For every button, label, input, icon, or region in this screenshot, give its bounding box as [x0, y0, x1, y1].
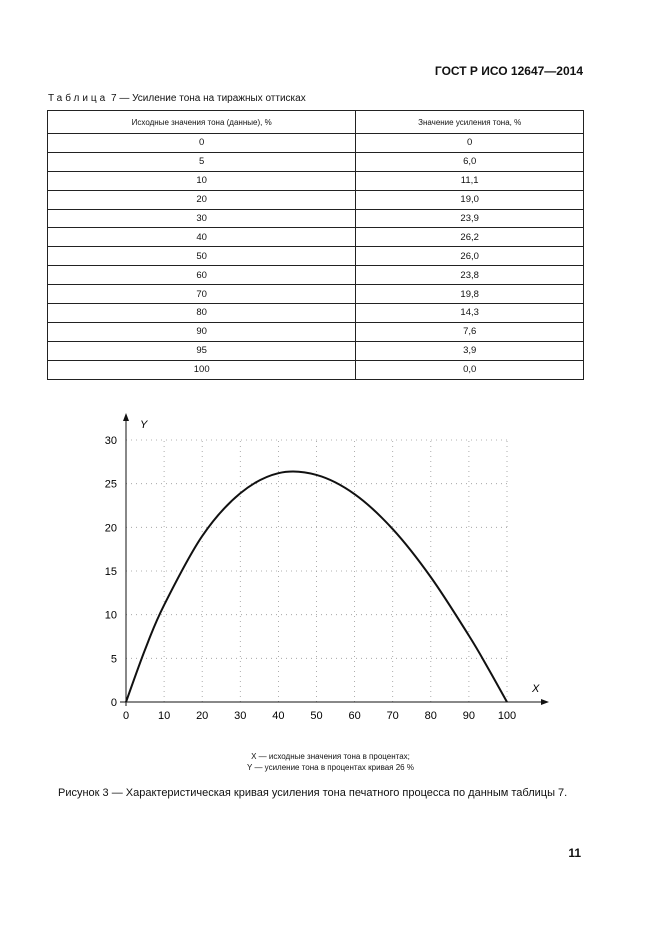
- cell-source-tone: 30: [48, 209, 356, 228]
- x-tick-label: 10: [157, 710, 171, 722]
- cell-source-tone: 50: [48, 247, 356, 266]
- x-tick-label: 60: [348, 710, 361, 722]
- cell-source-tone: 20: [48, 190, 356, 209]
- cell-tone-gain: 3,9: [356, 341, 584, 360]
- y-tick-label: 20: [104, 522, 117, 535]
- y-tick-label: 10: [104, 609, 117, 622]
- table-caption-text: 7 — Усиление тона на тиражных оттисках: [111, 93, 306, 104]
- cell-source-tone: 100: [48, 360, 356, 379]
- cell-source-tone: 10: [48, 171, 356, 190]
- legend-y: Y — усиление тона в процентах кривая 26 %: [247, 763, 414, 772]
- figure-caption: Рисунок 3 — Характеристическая кривая усиления тона печатного процесса по данным таблицы 7.: [58, 787, 568, 799]
- cell-tone-gain: 19,0: [356, 190, 584, 209]
- cell-tone-gain: 23,8: [356, 266, 584, 285]
- y-tick-label: 15: [104, 566, 117, 578]
- y-tick-label: 25: [104, 478, 117, 491]
- x-tick-label: 100: [497, 710, 517, 722]
- x-tick-label: 40: [272, 710, 285, 722]
- cell-tone-gain: 14,3: [356, 304, 584, 323]
- y-tick-label: 5: [110, 653, 117, 666]
- x-axis-label: X: [532, 683, 540, 695]
- document-code: ГОСТ Р ИСО 12647—2014: [434, 64, 583, 78]
- x-tick-label: 90: [462, 710, 476, 722]
- y-tick-label: 30: [104, 435, 117, 447]
- x-axis-arrow: [541, 699, 549, 705]
- figure-legend: [0, 751, 661, 773]
- cell-source-tone: 80: [48, 304, 356, 323]
- cell-tone-gain: 26,2: [356, 228, 584, 247]
- y-axis-arrow: [123, 413, 129, 421]
- cell-source-tone: 70: [48, 285, 356, 304]
- cell-tone-gain: 26,0: [356, 247, 584, 266]
- cell-source-tone: 0: [48, 134, 356, 153]
- cell-tone-gain: 11,1: [356, 171, 584, 190]
- y-tick-label: 0: [110, 697, 117, 709]
- cell-tone-gain: 23,9: [356, 209, 584, 228]
- y-axis-label: Y: [140, 419, 148, 431]
- cell-tone-gain: 0,0: [356, 360, 584, 379]
- x-tick-label: 70: [386, 710, 399, 722]
- cell-source-tone: 60: [48, 266, 356, 285]
- cell-tone-gain: 6,0: [356, 152, 584, 171]
- cell-tone-gain: 19,8: [356, 285, 584, 304]
- cell-source-tone: 90: [48, 322, 356, 341]
- legend-x: X — исходные значения тона в процентах;: [251, 752, 410, 761]
- cell-source-tone: 95: [48, 341, 356, 360]
- column-header-tone-gain: Значение усиления тона, %: [356, 111, 584, 134]
- x-tick-label: 20: [196, 710, 209, 722]
- x-tick-label: 0: [122, 710, 130, 722]
- cell-source-tone: 5: [48, 152, 356, 171]
- chart-tick-labels: [105, 435, 516, 722]
- column-header-source-tone: Исходные значения тона (данные), %: [48, 111, 356, 134]
- cell-tone-gain: 7,6: [356, 322, 584, 341]
- x-tick-label: 80: [424, 710, 437, 722]
- x-tick-label: 50: [310, 710, 323, 722]
- page-number: 11: [568, 846, 581, 860]
- x-tick-label: 30: [234, 710, 247, 722]
- table-caption-prefix: Таблица: [48, 93, 109, 104]
- cell-source-tone: 40: [48, 228, 356, 247]
- cell-tone-gain: 0: [356, 134, 584, 153]
- chart-grid: [126, 440, 507, 702]
